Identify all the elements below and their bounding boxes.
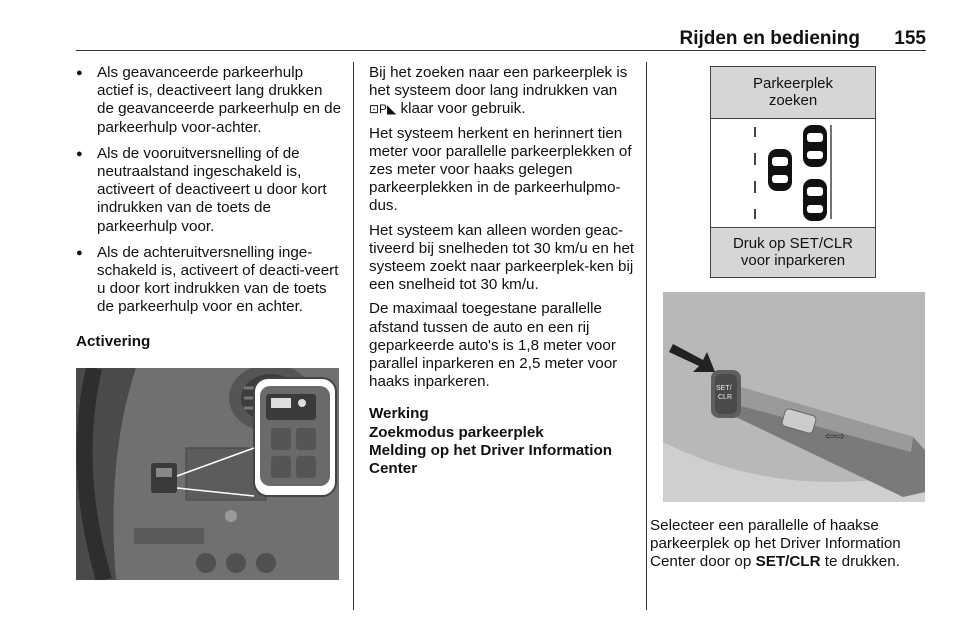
caption-text: Selecteer een parallelle of haakse parkeerplek op het Driver Information Center door op (650, 517, 901, 571)
paragraph: Het systeem herkent en herinnert tien meter voor parallelle parkeerplekken of zes meter voor haaks gelegen parkeerplekken in de parkeerhulpmo-dus. (369, 124, 632, 215)
car-icon (803, 179, 827, 221)
column-divider (353, 62, 354, 610)
figure-caption (650, 517, 928, 572)
caption-text: te drukken. (824, 553, 900, 571)
display-bottom-text (711, 227, 875, 277)
heading-activering: Activering (76, 332, 151, 350)
wiper-stalk-figure (663, 292, 925, 502)
column-1 (76, 64, 342, 351)
text: Bij het zoeken naar een parkeerplek is het systeem door lang indrukken van (369, 64, 628, 100)
bullet-item: ● Als geavanceerde parkeerhulp actief is, deactiveert lang drukken de geavanceerde parkeerhulp en de parkeerhulp voor-achter. (76, 64, 342, 137)
bullet-list (76, 64, 342, 317)
section-title: Rijden en bediening (679, 28, 860, 49)
display-line: voor inparkeren (740, 252, 846, 269)
set-clr-label: SET/ (716, 385, 732, 392)
dashboard-figure (76, 368, 339, 580)
car-icon (803, 125, 827, 167)
paragraph: Het systeem kan alleen worden geac-tiveerd bij snelheden tot 30 km/u en het systeem zoekt naar parkeerplek-ken bij een snelheid tot 30 km/u. (369, 221, 635, 294)
subheading: Zoekmodus parkeerplek (369, 423, 544, 441)
heading-werking: Werking (369, 405, 429, 423)
page-number: 155 (894, 28, 926, 49)
display-line: Druk op SET/CLR (732, 235, 854, 252)
display-panel (710, 66, 876, 278)
page-header (76, 28, 926, 50)
car-icon (768, 149, 792, 191)
subheading: Melding op het Driver Information Center (369, 441, 613, 478)
parking-assist-icon: ⊡P◣ (369, 102, 397, 117)
header-rule (76, 50, 926, 51)
set-clr-label: CLR (718, 394, 733, 401)
arrow-icons: ⇦⇨ (825, 429, 846, 443)
driver-information-center-display (710, 66, 876, 278)
column-2 (369, 64, 635, 478)
display-line: zoeken (768, 92, 818, 109)
bullet-item: ● Als de achteruitversnelling inge-schakeld is, activeert of deacti-veert u door kort indrukken van de toets de parkeerhulp voor en achter. (76, 244, 342, 317)
display-line: Parkeerplek (752, 75, 834, 92)
bullet-item: ● Als de vooruitversnelling of de neutraalstand ingeschakeld is, activeert of deactiveert u door kort indrukken van de toets de parkeerhulp voor. (76, 145, 342, 236)
dashboard-illustration (76, 368, 339, 580)
stalk-illustration (663, 292, 925, 502)
display-top-text (711, 67, 875, 119)
column-divider (646, 62, 647, 610)
caption-bold: SET/CLR (755, 553, 821, 571)
parked-cars-icon (711, 119, 875, 227)
text: klaar voor gebruik. (400, 100, 526, 118)
paragraph (369, 64, 635, 119)
paragraph: De maximaal toegestane parallelle afstand tussen de auto en een rij geparkeerde auto's is 1,8 meter voor parallel inparkeren en 2,5 meter voor haaks inparkeren. (369, 300, 618, 391)
parking-space-graphic (711, 119, 875, 227)
